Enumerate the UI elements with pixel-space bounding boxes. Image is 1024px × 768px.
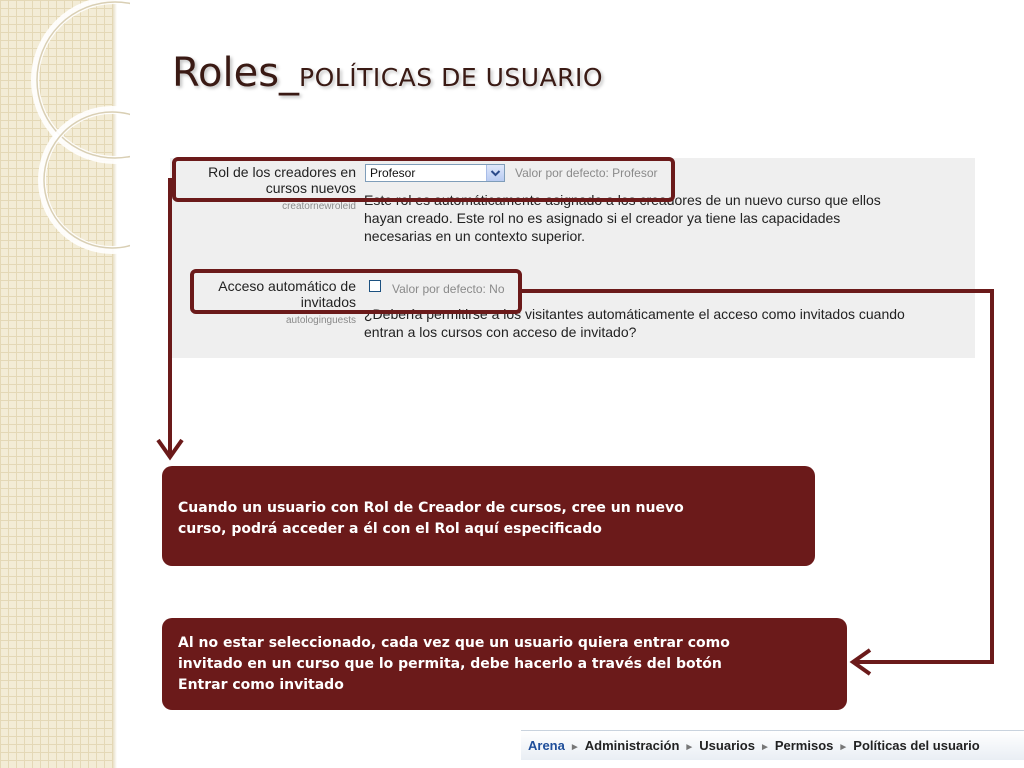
setting-key-autologinguests: autologinguests bbox=[285, 315, 356, 326]
desc-line: entran a los cursos con acceso de invitado? bbox=[364, 324, 637, 340]
title-sub: POLÍTICAS DE USUARIO bbox=[299, 63, 604, 92]
callout-line: Al no estar seleccionado, cada vez que un usuario quiera entrar como bbox=[178, 635, 730, 651]
callout-creator-role bbox=[162, 466, 815, 566]
breadcrumb-separator: ► bbox=[684, 742, 695, 753]
default-value-text: Valor por defecto: Profesor bbox=[515, 166, 658, 180]
label-line: Acceso automático de bbox=[218, 278, 356, 294]
breadcrumb-separator: ► bbox=[759, 742, 770, 753]
label-line: cursos nuevos bbox=[265, 180, 356, 196]
callout-line: invitado en un curso que lo permita, debe hacerlo a través del botón bbox=[178, 656, 722, 672]
breadcrumb-item[interactable]: Usuarios bbox=[699, 738, 755, 753]
label-line: invitados bbox=[300, 294, 356, 310]
callout-line: Cuando un usuario con Rol de Creador de cursos, cree un nuevo bbox=[178, 500, 684, 516]
default-value-text: Valor por defecto: No bbox=[392, 282, 505, 296]
label-line: Rol de los creadores en bbox=[208, 164, 356, 180]
breadcrumb-separator: ► bbox=[569, 742, 580, 753]
page-title bbox=[172, 50, 603, 96]
decorative-circles bbox=[0, 0, 130, 260]
breadcrumb-home[interactable]: Arena bbox=[528, 738, 565, 753]
breadcrumb-item[interactable]: Permisos bbox=[774, 738, 834, 753]
callout-auto-guest bbox=[162, 618, 847, 710]
breadcrumb-item-current: Políticas del usuario bbox=[853, 738, 980, 753]
highlight-box-auto-guest bbox=[190, 269, 522, 314]
callout-line: curso, podrá acceder a él con el Rol aquí especificado bbox=[178, 521, 602, 537]
desc-line: ¿Debería permitirse a los visitantes automáticamente el acceso como invitados cuando bbox=[364, 306, 905, 322]
desc-line: hayan creado. Este rol no es asignado si el creador ya tiene las capacidades bbox=[364, 210, 841, 226]
desc-line: necesarias en un contexto superior. bbox=[364, 228, 586, 244]
highlight-box-creator-role bbox=[172, 157, 675, 202]
callout-line: Entrar como invitado bbox=[178, 677, 344, 693]
desc-line: Este rol es automáticamente asignado a los creadores de un nuevo curso que ellos bbox=[364, 192, 881, 208]
breadcrumb bbox=[521, 730, 1024, 760]
title-main: Roles_ bbox=[172, 50, 300, 96]
breadcrumb-separator: ► bbox=[838, 742, 849, 753]
select-value: Profesor bbox=[370, 166, 416, 180]
breadcrumb-item[interactable]: Administración bbox=[584, 738, 680, 753]
setting-key-creatornewroleid: creatornewroleid bbox=[282, 201, 356, 212]
